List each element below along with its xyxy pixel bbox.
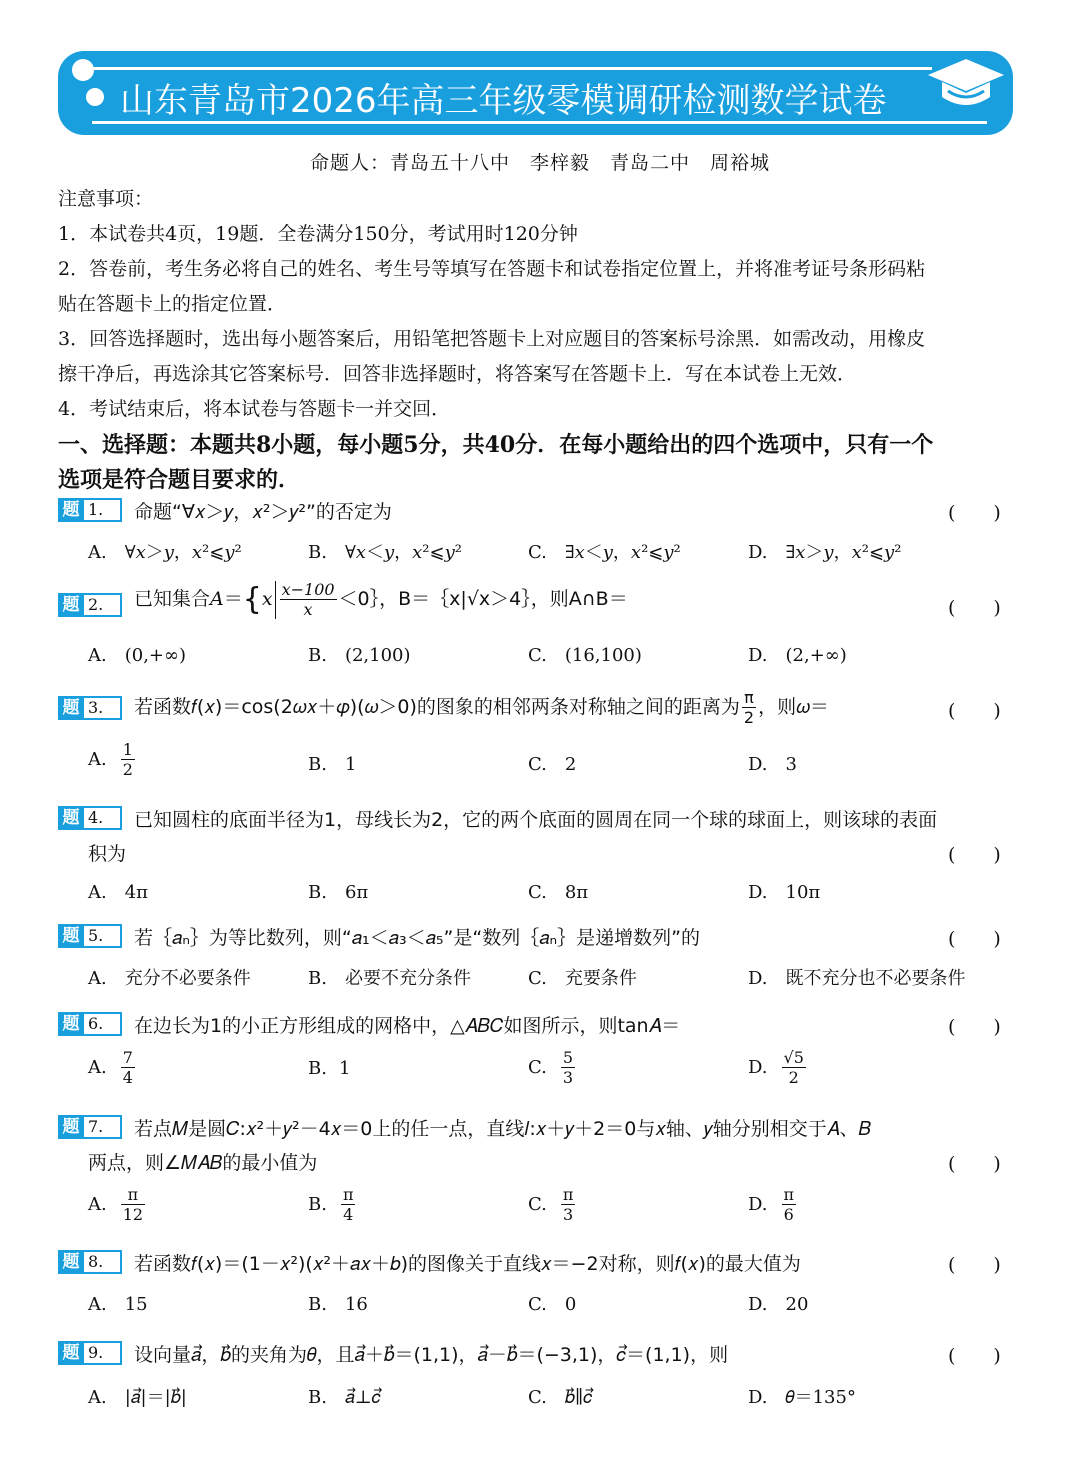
- option-a: A. ∀𝑥＞𝑦，𝑥²⩽𝑦²: [88, 542, 242, 563]
- question-stem: 已知集合A＝{x $\frac{x-100}{x}$ ＜0｝，B＝｛x|√x＞4｝，则A∩B＝: [134, 580, 628, 619]
- banner-bullet: [86, 88, 104, 106]
- option-d: D. 20: [748, 1294, 809, 1315]
- option-b: B. 1: [308, 1058, 351, 1079]
- answer-bracket: ( ): [948, 844, 1001, 866]
- option-c: C. 𝑏⃗∥𝑐⃗: [528, 1387, 593, 1408]
- option-d: D. 既不充分也不必要条件: [748, 968, 966, 989]
- option-d: D. ∃𝑥＞𝑦，𝑥²⩽𝑦²: [748, 542, 902, 563]
- option-a: A. 15: [88, 1294, 148, 1315]
- authors-line: 命题人：青岛五十八中 李梓毅 青岛二中 周裕城: [309, 152, 770, 174]
- question-tag: 题 1.: [58, 498, 122, 522]
- option-a: A. 4π: [88, 882, 149, 903]
- question-stem: 若｛𝑎ₙ｝为等比数列，则“𝑎₁＜𝑎₃＜𝑎₅”是“数列｛𝑎ₙ｝是递增数列”的: [134, 927, 700, 949]
- banner-dot: [72, 59, 94, 81]
- question-tag: 题 7.: [58, 1115, 122, 1139]
- option-b: B. 𝑎⃗⊥𝑐⃗: [308, 1387, 381, 1408]
- option-a: A. 充分不必要条件: [88, 968, 251, 989]
- question-stem: 设向量𝑎⃗，𝑏⃗的夹角为𝜃，且𝑎⃗＋𝑏⃗＝(1,1)，𝑎⃗－𝑏⃗＝(−3,1)，𝑐⃗＝(1,1)，则: [134, 1344, 729, 1366]
- answer-bracket: ( ): [948, 1016, 1001, 1038]
- option-a: A. (0,+∞): [88, 645, 187, 666]
- question-tag: 题 2.: [58, 593, 122, 617]
- note-line: 贴在答题卡上的指定位置．: [58, 293, 287, 315]
- option-d: D. $\frac{√5}{2}$: [748, 1048, 804, 1087]
- option-a: A. $\frac{7}{4}$: [88, 1048, 133, 1087]
- question-stem-cont: 积为: [88, 843, 127, 865]
- option-c: C. 充要条件: [528, 968, 637, 989]
- option-b: B. 1: [308, 754, 357, 775]
- answer-bracket: ( ): [948, 502, 1001, 524]
- question-tag: 题 6.: [58, 1012, 122, 1036]
- section-heading-cont: 选项是符合题目要求的．: [58, 467, 301, 493]
- option-c: C. $\frac{\pi}{3}$: [528, 1185, 574, 1224]
- option-c: C. 2: [528, 754, 577, 775]
- option-b: B. ∀𝑥＜𝑦，𝑥²⩽𝑦²: [308, 542, 462, 563]
- answer-bracket: ( ): [948, 1345, 1001, 1367]
- option-b: B. (2,100): [308, 645, 411, 666]
- answer-bracket: ( ): [948, 928, 1001, 950]
- option-c: C. ∃𝑥＜𝑦，𝑥²⩽𝑦²: [528, 542, 681, 563]
- option-c: C. 8π: [528, 882, 589, 903]
- answer-bracket: ( ): [948, 597, 1001, 619]
- option-b: B. 6π: [308, 882, 369, 903]
- question-tag: 题 5.: [58, 924, 122, 948]
- banner-line: [92, 67, 932, 70]
- option-d: D. 10π: [748, 882, 821, 903]
- answer-bracket: ( ): [948, 700, 1001, 722]
- notes-heading: 注意事项：: [58, 188, 154, 210]
- answer-bracket: ( ): [948, 1153, 1001, 1175]
- question-stem-cont: 两点，则∠𝑀𝐴𝐵的最小值为: [88, 1152, 318, 1174]
- question-stem: 命题“∀𝑥＞𝑦，𝑥²＞𝑦²”的否定为: [134, 501, 392, 523]
- option-b: B. $\frac{\pi}{4}$: [308, 1185, 354, 1224]
- option-d: D. 𝜃＝135°: [748, 1387, 856, 1408]
- question-tag: 题 3.: [58, 696, 122, 720]
- question-tag: 题 8.: [58, 1250, 122, 1274]
- question-stem: 若函数𝑓(𝑥)＝(1－𝑥²)(𝑥²＋𝑎𝑥＋𝑏)的图像关于直线𝑥＝−2对称，则𝑓(𝑥)的最大值为: [134, 1253, 801, 1275]
- option-d: D. $\frac{\pi}{6}$: [748, 1185, 795, 1224]
- note-line: 1．本试卷共4页，19题．全卷满分150分，考试用时120分钟: [58, 223, 578, 245]
- question-tag: 题 4.: [58, 806, 122, 830]
- note-line: 4．考试结束后，将本试卷与答题卡一并交回．: [58, 398, 451, 420]
- option-c: C. 0: [528, 1294, 577, 1315]
- option-c: C. (16,100): [528, 645, 642, 666]
- graduation-cap-icon: [926, 55, 1006, 111]
- question-stem: 已知圆柱的底面半径为1，母线长为2，它的两个底面的圆周在同一个球的球面上，则该球的表面: [134, 809, 938, 831]
- option-d: D. (2,+∞): [748, 645, 847, 666]
- option-a: A. |𝑎⃗|＝|𝑏⃗|: [88, 1387, 187, 1408]
- option-a: A. $\frac{1}{2}$: [88, 740, 133, 779]
- option-a: A. $\frac{\pi}{12}$: [88, 1185, 144, 1224]
- question-stem: 若点𝑀是圆𝐶:𝑥²＋𝑦²－4𝑥＝0上的任一点，直线𝑙:𝑥＋𝑦＋2＝0与𝑥轴、𝑦轴分别相交于𝐴、𝐵: [134, 1118, 872, 1140]
- page-title: 山东青岛市2026年高三年级零模调研检测数学试卷: [120, 81, 887, 121]
- question-stem: 若函数𝑓(𝑥)＝cos(2𝜔𝑥＋𝜑)(𝜔＞0)的图象的相邻两条对称轴之间的距离为 $\frac{\pi}{2}$ ，则𝜔＝: [134, 688, 829, 727]
- option-d: D. 3: [748, 754, 797, 775]
- note-line: 3．回答选择题时，选出每小题答案后，用铅笔把答题卡上对应题目的答案标号涂黑．如需改动，用橡皮: [58, 328, 926, 350]
- answer-bracket: ( ): [948, 1254, 1001, 1276]
- title-banner: [58, 51, 1013, 135]
- option-b: B. 必要不充分条件: [308, 968, 471, 989]
- question-tag: 题 9.: [58, 1341, 122, 1365]
- note-line: 擦干净后，再选涂其它答案标号．回答非选择题时，将答案写在答题卡上．写在本试卷上无效．: [58, 363, 857, 385]
- option-b: B. 16: [308, 1294, 368, 1315]
- option-c: C. $\frac{5}{3}$: [528, 1048, 574, 1087]
- question-stem: 在边长为1的小正方形组成的网格中，△𝐴𝐵𝐶如图所示，则tan𝐴＝: [134, 1015, 681, 1037]
- section-heading: 一、选择题：本题共8小题，每小题5分，共40分．在每小题给出的四个选项中，只有一个: [58, 432, 934, 458]
- note-line: 2．答卷前，考生务必将自己的姓名、考生号等填写在答题卡和试卷指定位置上，并将准考证号条形码粘: [58, 258, 926, 280]
